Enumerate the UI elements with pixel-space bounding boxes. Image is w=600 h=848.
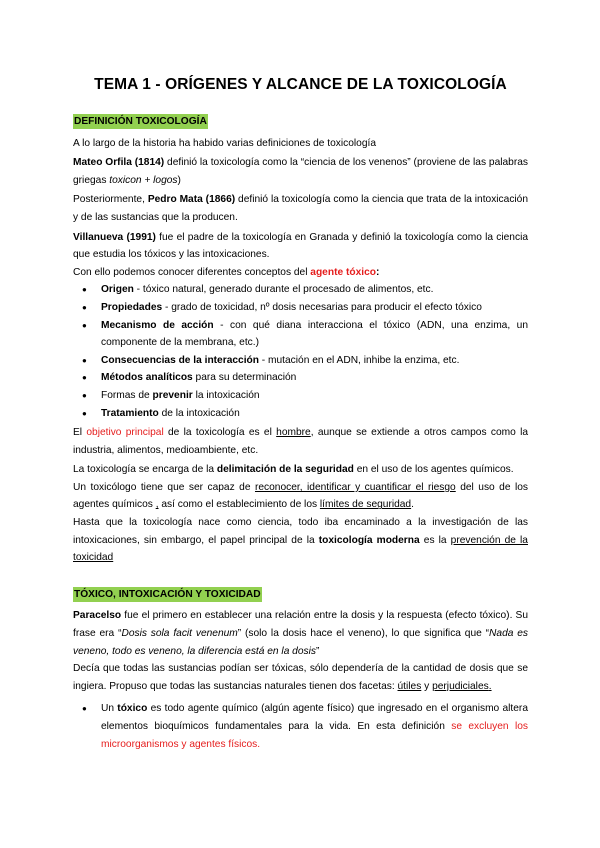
list-item bbox=[73, 700, 528, 753]
paragraph-facetas bbox=[73, 660, 528, 695]
paragraph-objetivo bbox=[73, 424, 528, 459]
text-toxicologo-prefix: Un toxicólogo tiene que ser capaz de bbox=[73, 481, 255, 493]
paragraph-moderna bbox=[73, 514, 528, 567]
list-item bbox=[73, 281, 528, 299]
section-heading-definicion bbox=[73, 113, 528, 131]
list-item-term: Métodos analíticos bbox=[101, 372, 193, 384]
text-facetas-mid: y bbox=[421, 680, 433, 692]
list-item-term: tóxico bbox=[117, 703, 148, 715]
paragraph-intro: A lo largo de la historia ha habido varias definiciones de toxicología bbox=[73, 137, 376, 149]
document-body bbox=[73, 74, 528, 753]
list-item-term: Propiedades bbox=[101, 301, 163, 313]
colon: : bbox=[375, 266, 380, 278]
list-item bbox=[73, 369, 528, 387]
text-moderna-mid: es la bbox=[419, 534, 451, 546]
name-mata: Pedro Mata bbox=[147, 194, 203, 206]
list-item-term: Mecanismo de acción bbox=[101, 319, 214, 331]
section-heading-toxico bbox=[73, 586, 528, 604]
quote-latin: Dosis sola facit venenum bbox=[121, 628, 238, 640]
list-item bbox=[73, 387, 528, 405]
objetivo-highlight: objetivo principal bbox=[86, 427, 164, 439]
name-orfila: Mateo Orfila bbox=[73, 157, 132, 169]
text-concepts-prefix: Con ello podemos conocer diferentes conceptos del bbox=[73, 266, 311, 278]
list-item-text: - tóxico natural, generado durante el procesado de alimentos, etc. bbox=[133, 284, 434, 296]
name-paracelso: Paracelso bbox=[73, 610, 122, 622]
toxico-list bbox=[73, 700, 528, 753]
agente-toxico-highlight: agente tóxico bbox=[310, 266, 376, 278]
prevencion-underline: prevención de la toxicidad bbox=[73, 534, 528, 564]
text-objetivo-mid: de la toxicología es el bbox=[163, 427, 277, 439]
paragraph-mata bbox=[73, 191, 528, 226]
list-item-text: para su determinación bbox=[192, 372, 297, 384]
text-seguridad-prefix: La toxicología se encarga de la bbox=[73, 464, 217, 476]
text-objetivo-suffix: , aunque se extiende a otros campos como la industria, alimentos, medioambiente, etc. bbox=[73, 427, 529, 456]
quote-spanish: Nada es veneno, todo es veneno, la diferencia está en la dosis bbox=[73, 628, 529, 657]
page-title: TEMA 1 - ORÍGENES Y ALCANCE DE LA TOXICOLOGÍA bbox=[94, 76, 507, 93]
moderna-bold: toxicología moderna bbox=[318, 534, 420, 546]
perjudiciales-underline: perjudiciales bbox=[432, 680, 489, 692]
utiles-underline: útiles bbox=[397, 680, 422, 692]
list-item-prefix: Formas de bbox=[101, 389, 153, 401]
year-villanueva: (1991) bbox=[123, 231, 156, 243]
list-item-term: prevenir bbox=[152, 389, 193, 401]
text-mata-prefix: Posteriormente, bbox=[73, 194, 148, 206]
heading-highlight: DEFINICIÓN TOXICOLOGÍA bbox=[74, 116, 207, 127]
paragraph-seguridad bbox=[73, 461, 528, 479]
paragraph-villanueva bbox=[73, 229, 528, 264]
paragraph-orfila bbox=[73, 154, 528, 189]
list-item-prefix: Un bbox=[101, 703, 118, 715]
list-item bbox=[73, 317, 528, 352]
text-villanueva: fue el padre de la toxicología en Granada y definió la toxicología como la ciencia que estudia los tóxicos y las intoxicaciones. bbox=[73, 231, 528, 261]
text-objetivo-prefix: El bbox=[73, 427, 87, 439]
year-orfila: (1814) bbox=[134, 157, 165, 169]
list-item bbox=[73, 299, 528, 317]
text-seguridad-suffix: en el uso de los agentes químicos. bbox=[353, 464, 514, 476]
period-red: . bbox=[257, 738, 261, 750]
text-facetas: Decía que todas las sustancias podían ser tóxicas, sólo dependería de la cantidad de dosis que se ingiera. Propuso que todas las sustancias naturales tienen dos facetas: bbox=[73, 663, 528, 692]
paragraph-paracelso bbox=[73, 607, 528, 660]
list-item-term: Consecuencias de la interacción bbox=[101, 354, 259, 366]
list-item-text: de la intoxicación bbox=[158, 407, 240, 419]
text-orfila-end: ) bbox=[177, 174, 181, 186]
name-villanueva: Villanueva bbox=[73, 231, 124, 243]
list-item-text: es todo agente químico (algún agente físico) que ingresado en el organismo altera elementos bioquímicos fundamentales para la vida. En esta definición bbox=[101, 703, 528, 732]
list-item-term: Origen bbox=[101, 284, 134, 296]
hombre-underline: hombre bbox=[276, 427, 311, 439]
exclusion-highlight: se excluyen los microorganismos y agentes físicos bbox=[101, 721, 529, 750]
concepts-list bbox=[73, 281, 528, 422]
riesgo-underline: reconocer, identificar y cuantificar el riesgo bbox=[254, 481, 456, 493]
list-item-text: - mutación en el ADN, inhibe la enzima, etc. bbox=[258, 354, 460, 366]
text-orfila: definió la toxicología como la “ciencia de los venenos” (proviene de las palabras griegas bbox=[73, 157, 528, 186]
text-moderna-prefix: Hasta que la toxicología nace como ciencia, todo iba encaminado a la investigación de las intoxicaciones, sin embargo, el papel principal de la bbox=[73, 517, 528, 546]
paragraph-agente-toxico bbox=[73, 264, 528, 282]
heading-highlight: TÓXICO, INTOXICACIÓN Y TOXICIDAD bbox=[74, 588, 261, 600]
text-toxicologo-mid2: así como el establecimiento de los bbox=[158, 499, 320, 511]
period-underline: . bbox=[488, 680, 492, 692]
limites-underline: límites de seguridad bbox=[319, 499, 412, 511]
seguridad-bold: delimitación de la seguridad bbox=[216, 464, 354, 476]
text-paracelso-1: fue el primero en establecer una relación entre la dosis y la respuesta (efecto tóxico). Su frase era “ bbox=[73, 610, 528, 640]
list-item bbox=[73, 405, 528, 423]
paragraph-toxicologo bbox=[73, 479, 528, 514]
text-mata: definió la toxicología como la ciencia que trata de la intoxicación y de las sustancias que la producen. bbox=[73, 194, 529, 223]
comma-underline: , bbox=[155, 499, 159, 511]
text-toxicologo-mid: del uso de los agentes químicos bbox=[73, 481, 529, 511]
text-paracelso-3: ” bbox=[315, 645, 320, 657]
text-paracelso-2: ” (solo la dosis hace el veneno), lo que significa que “ bbox=[237, 628, 490, 640]
list-item-text: - con qué diana interacciona el tóxico (ADN, una enzima, un componente de la membrana, etc.) bbox=[101, 319, 528, 349]
year-mata: (1866) bbox=[202, 194, 236, 206]
greek-words: toxicon + logos bbox=[109, 174, 178, 186]
list-item-text: la intoxicación bbox=[192, 389, 260, 401]
list-item bbox=[73, 352, 528, 370]
list-item-text: - grado de toxicidad, nº dosis necesarias para producir el efecto tóxico bbox=[162, 301, 482, 313]
list-item-term: Tratamiento bbox=[101, 407, 159, 419]
text-toxicologo-suffix: . bbox=[411, 499, 414, 511]
